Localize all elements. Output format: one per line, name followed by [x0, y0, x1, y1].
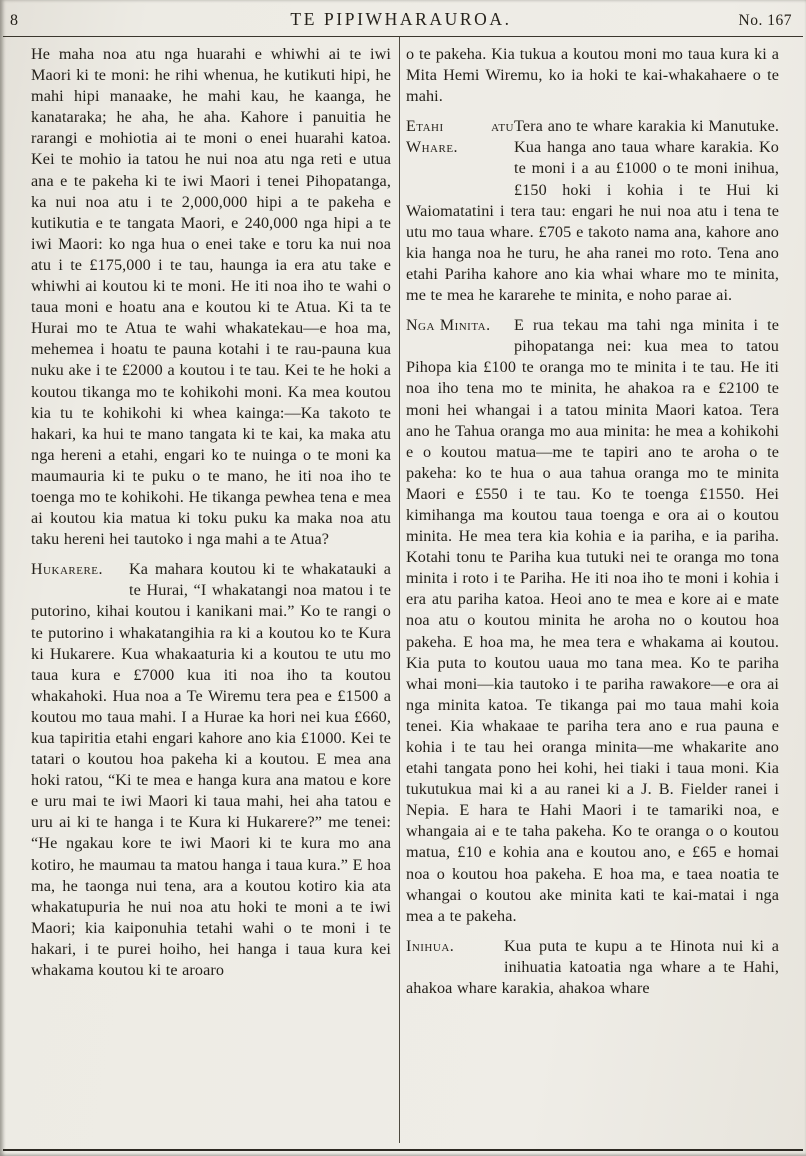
- opening-paragraph: He maha noa atu nga huarahi e whiwhi ai te iwi Maori ki te moni: he rihi whenua, he kutikuti hipi, he mahi hipi manaake, he mahi kau, he kaanga, he kanataraka; he aha, he aha. Kahore i panuitia he rarangi e mohiotia ai te moni o enei huarahi katoa. Kei te mohio ia tatou he nui noa atu nga reti e utua ana e te pakeha ki te iwi Maori i tenei Pihopatanga, ka nui noa atu i te 2,000,000 hipi a te pakeha e kutikutia e te tangata Maori, e 240,000 nga hipi a te iwi Maori: ko nga hua o enei take e toru ka nui noa atu i te £175,000 i te tau, haunga ia era atu take e whiwhi ai koutou ki te moni. He iti noa iho te wahi o taua moni e hoatu ana e koutou ki te Atua. Ki ta te Hurai mo te Atua te wahi whakatekau—e hoa ma, mehemea i hoatu te pauna kotahi i te rau-pauna kua nuku ake i te £2000 a koutou i te tau. Kei te he hoki a koutou tikanga mo te kohikohi moni. Ka mea koutou kia tu te kohikohi ki whea kainga:—Ka takoto te hakari, ka hui te mano tangata ki te kai, ka maka atu nga hereni a etahi, engari ko te nuinga o te moni ka maumauria ki te puku o te mano, he iti noa iho te toenga mo te kohikohi. He tikanga pewhea tena e mea ai koutou kia matua ki toku puku ka maka noa atu taku hereni hei tautoko i nga mahi a te Atua?: [31, 45, 391, 549]
- section-etahi-atu-whare-body: Tera ano te whare karakia ki Manutuke. Kua hanga ano taua whare karakia. Ko te moni i a au £1000 o te moni inihua, £150 hoki i kohia i te Hui ki Waiomatatini i tera tau: engari he nui noa atu i tena te utu mo taua whare. £705 e takoto nama ana, kahore ano kia hanga noa he turu, he aha ranei mo roto. Tena ano etahi Pariha kahore ano kia whai whare mo te minita, me te mea he kararehe te minita, e noho parae ai.: [406, 117, 779, 305]
- sidehead-nga-minita: Nga Minita.: [406, 317, 491, 335]
- section-hukarere: [31, 559, 391, 981]
- section-nga-minita-body: E rua tekau ma tahi nga minita i te pihopatanga nei: kua mea to tatou Pihopa kia £100 te oranga mo te minita i te tau. He iti noa iho tena mo te minita, he ahakoa ra e £2100 te moni hei whangai i a tatou minita Maori katoa. Tera ano he Tahua oranga mo aua minita: he mea a kohikohi e o koutou matua—me te tapiri ano te aroha o te pakeha: ko te hua o aua tahua oranga mo te minita Maori e £550 i te tau. Ko te toenga £1550. Hei kimihanga ma koutou taua toenga e ora ai o koutou minita. He mea tera kia kohia e ia pariha, e ia pariha. Kotahi tonu te Pariha kua tutuki nei te oranga mo tona minita i roto i te Pariha. He iti noa iho te moni i kohia i era atu pariha katoa. Heoi ano te mea e kore ai e mate noa atu o koutou minita he aroha no o koutou hoa pakeha. E hoa ma, he mea tera e whakama ai koutou. Kia puta to koutou uaua mo tana mea. Ko te pariha whai moni—kia tautoko i te pariha rawakore—e ora ai nga minita katoa. Te tikanga pai mo taua mahi koia tenei. Kia whakaae te pariha tera ano e rua pauna e kohia i te tau hei oranga minita—me whakarite ano etahi tangata pono hei kohi, hei tiaki i taua moni. Kia tukutukua mai ki a au ranei ki a J. B. Fielder ranei i Nepia. E hara te Hahi Maori i te tamariki noa, e whangaia ai e te taha pakeha. Ko te oranga o o koutou matua, £10 e kohia ana e koutou ano, e £65 e homai noa o koutou hoa pakeha. E hoa ma, e taea noatia te whangai o koutou ake minita kati te kai-matai i nga mea a te pakeha.: [406, 316, 779, 925]
- section-inihua-body: Kua puta te kupu a te Hinota nui ki a inihuatia katoatia nga whare a te Hahi, ahakoa whare karakia, ahakoa whare: [406, 936, 779, 998]
- masthead: TE PIPIWHARAUROA.: [290, 9, 512, 29]
- text-columns: [0, 37, 806, 1143]
- right-column: [406, 44, 779, 1143]
- section-hukarere-body: Ka mahara koutou ki te whakatauki a te Hurai, “I whakatangi noa matou i te putorino, kihai koutou i kanikani mai.” Ko te rangi o te putorino i whakatangihia ra ki a koutou ko te Kura ki Hukarere. Kua whakaaturia ki a koutou te utu mo taua kura e £7000 kua iti noa iho ta koutou whakahoki. Hua noa a Te Wiremu tera pea e £1500 a koutou mo taua mahi. I a Hurae ka hori nei kua £660, kua tapiritia etahi engari kahore ano kia £1000. Kei te tatari o koutou hoa pakeha ki a koutou. E mea ana hoki ratou, “Ki te mea e hanga kura ana matou e kore e uru mai te iwi Maori ki taua mahi, hei aha tatou e uru ai ki te hanga i te Kura ki Hukarere?” me tenei: “He ngakau kore te iwi Maori ki te kura mo ana kotiro, he maumau ta matou hanga i taua kura.” E hoa ma, he taonga nui tena, ara a koutou kotiro kia ata whakatupuria he nui noa atu hoki te moni a te iwi Maori; kia kaiponuhia tetahi wahi o te moni i te hakari, i te purei hoiho, hei hanga i taua kura kei whakama koutou ki te aroaro: [31, 560, 391, 980]
- section-nga-minita: [406, 315, 779, 927]
- continuation-paragraph: o te pakeha. Kia tukua a koutou moni mo taua kura ki a Mita Hemi Wiremu, ko ia hoki te kai-whakahaere o te mahi.: [406, 45, 779, 106]
- issue-number: No. 167: [738, 12, 792, 29]
- column-divider-rule: [399, 37, 400, 1143]
- sidehead-etahi-atu-whare: Etahi atu Whare.: [406, 118, 514, 157]
- bottom-rule: [3, 1149, 803, 1151]
- sidehead-hukarere: Hukarere.: [31, 561, 103, 579]
- left-column: [31, 44, 391, 1143]
- section-etahi-atu-whare: [406, 116, 779, 306]
- sidehead-inihua: Inihua.: [406, 937, 455, 955]
- page-number: 8: [10, 12, 18, 29]
- page-header: [0, 0, 806, 36]
- section-inihua: [406, 936, 779, 999]
